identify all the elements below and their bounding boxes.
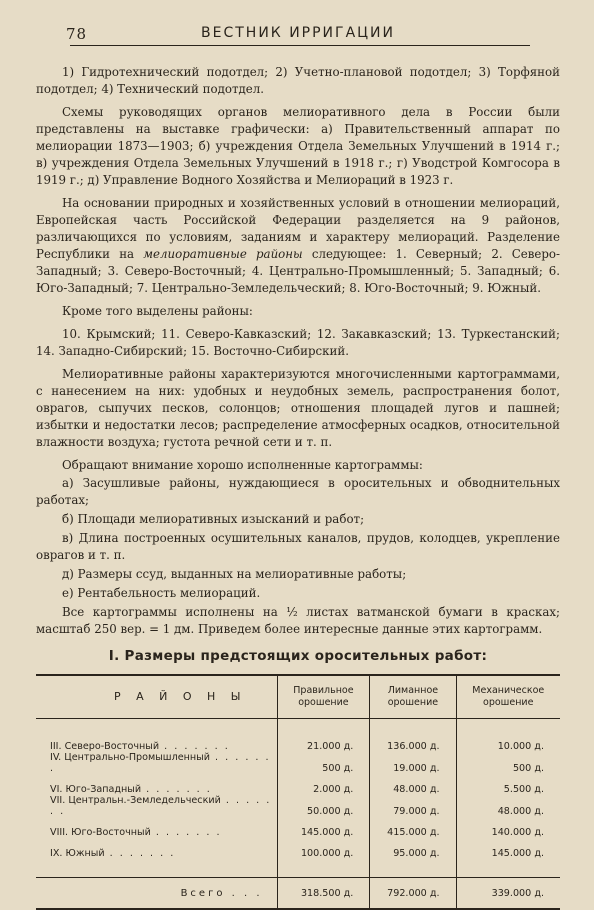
cell-v1: 50.000 д. xyxy=(277,795,370,817)
total-v1: 318.500 д. xyxy=(277,878,370,910)
column-header-regular: Правильное орошение xyxy=(277,675,370,719)
column-header-regions: Р А Й О Н Ы xyxy=(36,675,277,719)
cell-v2: 48.000 д. xyxy=(370,774,456,795)
leader-dots: . . . . . . . xyxy=(141,784,212,795)
cell-v1: 500 д. xyxy=(277,752,370,774)
cell-v2: 136.000 д. xyxy=(370,731,456,752)
cell-v1: 100.000 д. xyxy=(277,838,370,859)
paragraph-cartograms: Мелиоративные районы характеризуются многочисленными картограммами, с нанесением на них: удобных и неудобных земель, распространения болот, оврагов, сыпучих песков, солонцов; отношения площадей лугов и пашней; избытки и недостатки лесов; распределение атмосферных осадков, относительной влажности воздуха; густота речной сети и т. п. xyxy=(36,367,560,449)
total-v3: 339.000 д. xyxy=(456,878,560,910)
leader-dots: . . . . . . . xyxy=(104,848,176,859)
column-header-liman: Лиманное орошение xyxy=(370,675,456,719)
table-row xyxy=(36,731,560,752)
cell-v2: 95.000 д. xyxy=(370,838,456,859)
leader-dots: . . . . . . . xyxy=(150,827,222,838)
paragraph-regions-b: следующее: 1. Северный; 2. Северо-Западный; 3. Северо-Восточный; 4. Центрально-Промышленный; 5. Западный; 6. Юго-Западный; 7. Центрально-Земледельческий; 8. Юго-Восточный; 9. Южный. xyxy=(36,247,561,295)
paragraph-scale: Все картограммы исполнены на ½ листах ватманской бумаги в красках; масштаб 250 вер. = 1 дм. Приведем более интересные данные этих картограмм. xyxy=(36,605,560,636)
leader-dots: . . . xyxy=(225,887,263,899)
list-item-a: а) Засушливые районы, нуждающиеся в оросительных и обводнительных работах; xyxy=(36,476,560,507)
total-v2: 792.000 д. xyxy=(370,878,456,910)
cell-v1: 145.000 д. xyxy=(277,817,370,838)
page-number: 78 xyxy=(66,25,88,43)
region-name xyxy=(36,774,277,795)
table-total-row xyxy=(36,878,560,910)
cell-v2: 415.000 д. xyxy=(370,817,456,838)
running-title: ВЕСТНИК ИРРИГАЦИИ xyxy=(201,25,395,41)
region-name-text: IX. Южный xyxy=(50,848,105,859)
region-name-text: VII. Центральн.-Земледельческий xyxy=(50,795,221,806)
paragraph-extra-regions-intro: Кроме того выделены районы: xyxy=(62,304,253,318)
table-title: I. Размеры предстоящих оросительных работ: xyxy=(108,648,488,664)
page-header xyxy=(36,0,560,48)
region-name-text: VIII. Юго-Восточный xyxy=(50,827,151,838)
list-item-e: е) Рентабельность мелиораций. xyxy=(62,586,261,600)
paragraph-extra-regions: 10. Крымский; 11. Северо-Кавказский; 12. Закавказский; 13. Туркестанский; 14. Западно-Сибирский; 15. Восточно-Сибирский. xyxy=(36,327,560,358)
leader-dots: . . . . . . . xyxy=(50,752,271,774)
table-header-row xyxy=(36,675,560,719)
table-row xyxy=(36,774,560,795)
cell-v1: 21.000 д. xyxy=(277,731,370,752)
cell-v2: 19.000 д. xyxy=(370,752,456,774)
table-row xyxy=(36,795,560,817)
region-name-text: III. Северо-Восточный xyxy=(50,741,160,752)
table-row xyxy=(36,752,560,774)
region-name xyxy=(36,731,277,752)
table-row xyxy=(36,838,560,859)
emphasis-meliorative-regions: мелиоративные районы xyxy=(143,247,303,261)
paragraph-subdivisions: 1) Гидротехнический подотдел; 2) Учетно-плановой подотдел; 3) Торфяной подотдел; 4) Технический подотдел. xyxy=(36,65,560,96)
table-gap xyxy=(36,859,560,878)
cell-v1: 2.000 д. xyxy=(277,774,370,795)
body-text xyxy=(36,64,560,638)
list-item-d: д) Размеры ссуд, выданных на мелиоративные работы; xyxy=(62,567,407,581)
cell-v3: 5.500 д. xyxy=(456,774,560,795)
region-name xyxy=(36,838,277,859)
leader-dots: . . . . . . . xyxy=(159,741,230,752)
irrigation-table xyxy=(36,674,560,910)
cell-v2: 79.000 д. xyxy=(370,795,456,817)
cell-v3: 10.000 д. xyxy=(456,731,560,752)
header-rule xyxy=(70,45,530,46)
total-label xyxy=(36,878,277,910)
region-name-text: VI. Юго-Западный xyxy=(50,784,142,795)
table-row xyxy=(36,817,560,838)
column-header-mechanical: Механическое орошение xyxy=(456,675,560,719)
paragraph-regions-a: На основании природных и хозяйственных условий в отношении мелиораций, Европейская часть Российской Федерации разделяется на 9 районов, различающихся по условиям, заданиям и характеру мелиораций. Разделение Республики на xyxy=(36,196,560,261)
paragraph-regions xyxy=(36,195,560,297)
list-item-v: в) Длина построенных осушительных каналов, прудов, колодцев, укрепление оврагов и т. п. xyxy=(36,531,560,562)
cell-v3: 140.000 д. xyxy=(456,817,560,838)
paragraph-notable: Обращают внимание хорошо исполненные картограммы: xyxy=(62,458,423,472)
table-body xyxy=(36,719,560,910)
total-label-text: Всего xyxy=(180,887,226,899)
region-name xyxy=(36,817,277,838)
paragraph-schemes: Схемы руководящих органов мелиоративного дела в России были представлены на выставке графически: а) Правительственный аппарат по мелиорации 1873—1903; б) учреждения Отдела Земельных Улучшений в 1914 г.; в) учреждения Отдела Земельных Улучшений в 1918 г.; г) Уводстрой Комгосора в 1919 г.; д) Управление Водного Хозяйства и Мелиораций в 1923 г. xyxy=(36,105,560,187)
list-item-b: б) Площади мелиоративных изысканий и работ; xyxy=(62,512,365,526)
cell-v3: 500 д. xyxy=(456,752,560,774)
region-name xyxy=(36,795,277,817)
leader-dots: . . . . . . . xyxy=(50,795,272,817)
cell-v3: 48.000 д. xyxy=(456,795,560,817)
region-name-text: IV. Центрально-Промышленный xyxy=(50,752,210,763)
table-spacer xyxy=(36,719,560,732)
region-name xyxy=(36,752,277,774)
cell-v3: 145.000 д. xyxy=(456,838,560,859)
